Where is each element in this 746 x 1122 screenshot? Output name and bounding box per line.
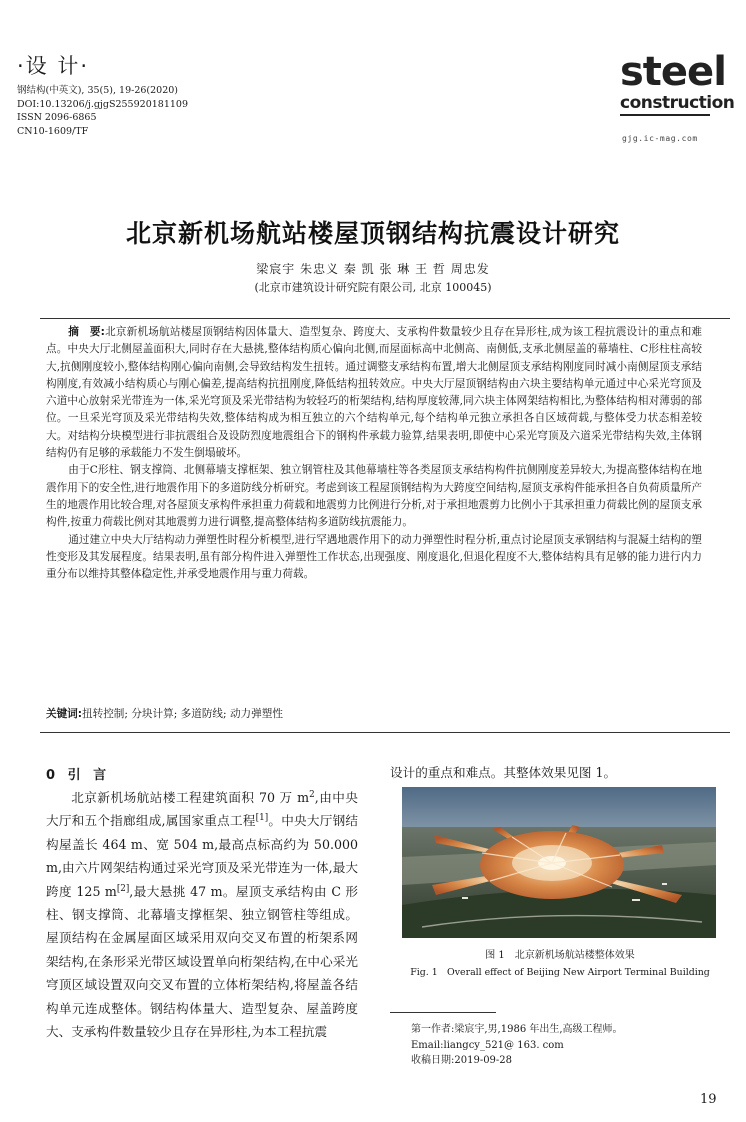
footnote-received: 收稿日期:2019-09-28 — [411, 1055, 513, 1067]
section-heading-intro: 0 引 言 — [46, 768, 111, 783]
terminal-render-image — [402, 787, 716, 938]
abstract-para-2: 由于C形柱、钢支撑筒、北侧幕墙支撑框架、独立钢管柱及其他幕墙柱等各类屋顶支承结构构件抗侧刚度差异较大,为提高整体结构在地震作用下的安全性,进行地震作用下的多道防线分析研究。考虑到该工程屋顶钢结构为大跨度空间结构,屋顶支承构件能承担各自负荷质量所产生的地震作用比较合理,对各屋顶支承构件承担重力荷载和地震剪力比例进行分析,对于承担地震剪力比例小于其承担重力荷载比例的屋顶支承构件,按重力荷载比例对其地震剪力进行调整,提高整体结构多道防线抗震能力。 — [46, 464, 702, 529]
abstract-para-3: 通过建立中央大厅结构动力弹塑性时程分析模型,进行罕遇地震作用下的动力弹塑性时程分析,重点讨论屋顶支承钢结构与混凝土结构的塑性变形及其发展程度。结果表明,虽有部分构件进入弹塑性工作状态,出现强度、刚度退化,但退化程度不大,整体结构具有足够的能力进行内力重分布以维持其整体稳定性,并承受地震作用与重力荷载。 — [46, 533, 702, 581]
figure-caption-en: Fig. 1 Overall effect of Beijing New Airport Terminal Building — [410, 967, 710, 978]
intro-left-column — [46, 786, 358, 1043]
intro-text-b: ,由中央大厅和五个指廊组成,属国家重点工程 — [46, 790, 358, 829]
journal-logo — [612, 49, 735, 147]
logo-word-construction: construction — [620, 93, 735, 113]
figure-terminal-render — [402, 787, 716, 938]
intro-paragraph — [46, 786, 358, 1043]
intro-sup-c: [2] — [116, 883, 130, 894]
keywords — [46, 706, 702, 721]
logo-rule — [620, 114, 710, 116]
abstract-text-1: 北京新机场航站楼屋顶钢结构因体量大、造型复杂、跨度大、支承构件数量较少且存在异形柱,成为该工程抗震设计的重点和难点。中央大厅北侧屋盖面积大,同时存在大悬挑,整体结构质心偏向北侧,而屋面标高中北侧高、南侧低,支承北侧屋盖的幕墙柱、C形柱柱高较大,抗侧刚度较小,整体结构刚心偏向南侧,会导致结构发生扭转。通过调整支承结构布置,增大北侧屋顶支承结构刚度同时减小南侧屋顶支承结构刚度,有效减小结构质心与刚心偏差,提高结构抗扭刚度,降低结构扭转效应。中央大厅屋顶钢结构由六块主要结构单元通过中心采光穹顶及六道中心放射采光带连为一体,采光穹顶及采光带结构为较轻巧的桁架结构,结构厚度较薄,同六块主体网架结构相比,为整体结构相对薄弱的部位。一旦采光穹顶及采光带结构失效,整体结构成为相互独立的六个结构单元,每个结构单元独立承担各自区域荷载,与整体受力状态相差较大。对结构分块模型进行非抗震组合及设防烈度地震组合下的钢构件承载力验算,结果表明,即使中心采光穹顶及六道采光带结构失效,主体钢结构仍有足够的承载能力不发生倒塌破坏。 — [46, 326, 702, 460]
intro-sup-a: 2 — [309, 789, 315, 800]
intro-sup-b: [1] — [255, 813, 269, 824]
authors: 梁宸宇 朱忠义 秦 凯 张 琳 王 哲 周忠发 — [256, 262, 490, 276]
footnote — [411, 1022, 623, 1069]
intro-text-a: 北京新机场航站楼工程建筑面积 70 万 m — [71, 790, 310, 805]
abstract-bottom-rule — [40, 732, 730, 733]
keywords-label: 关键词: — [46, 708, 83, 720]
footnote-rule — [390, 1012, 496, 1013]
intro-right-continuation: 设计的重点和难点。其整体效果见图 1。 — [390, 765, 617, 780]
affiliation: (北京市建筑设计研究院有限公司, 北京 100045) — [254, 281, 492, 294]
keywords-text: 扭转控制; 分块计算; 多道防线; 动力弹塑性 — [82, 708, 283, 720]
intro-text-c: 。中央大厅钢结构屋盖长 464 m、宽 504 m,最高点标高约为 50.000 m,由六片网架结构通过采光穹顶及采光带连为一体,最大跨度 125 m — [46, 813, 359, 899]
abstract — [46, 324, 702, 583]
figure-caption-zh: 图 1 北京新机场航站楼整体效果 — [485, 950, 635, 961]
intro-text-d: ,最大悬挑 47 m。屋顶支承结构由 C 形柱、钢支撑筒、北幕墙支撑框架、独立钢管柱等组成。屋顶结构在金属屋面区域采用双向交叉布置的桁架系网架结构,在条形采光带区域设置单向桁架结构,在中心采光穹顶区域设置双向交叉布置的立体桁架结构,将屋盖各结构单元连成整体。钢结构体量大、造型复杂、屋盖跨度大、支承构件数量较少且存在异形柱,为本工程抗震 — [46, 883, 358, 1040]
meta-issn: ISSN 2096-6865 — [17, 112, 97, 124]
section-tag: ·设 计· — [17, 54, 90, 78]
footnote-email: Email:liangcy_521@ 163. com — [411, 1039, 564, 1051]
meta-doi: DOI:10.13206/j.gjgS255920181109 — [17, 98, 188, 110]
journal-meta — [17, 84, 188, 138]
paper-title: 北京新机场航站楼屋顶钢结构抗震设计研究 — [125, 219, 620, 248]
meta-cn: CN10-1609/TF — [17, 125, 89, 137]
meta-citation: 钢结构(中英文), 35(5), 19-26(2020) — [17, 85, 179, 96]
abstract-para-1 — [46, 324, 702, 462]
logo-word-steel: steel — [620, 49, 726, 95]
abstract-top-rule — [40, 318, 730, 319]
logo-url: gjg.ic-mag.com — [622, 134, 698, 143]
page-number: 19 — [700, 1092, 717, 1107]
abstract-label: 摘 要: — [68, 326, 105, 338]
footnote-author: 第一作者:梁宸宇,男,1986 年出生,高级工程师。 — [411, 1024, 623, 1035]
